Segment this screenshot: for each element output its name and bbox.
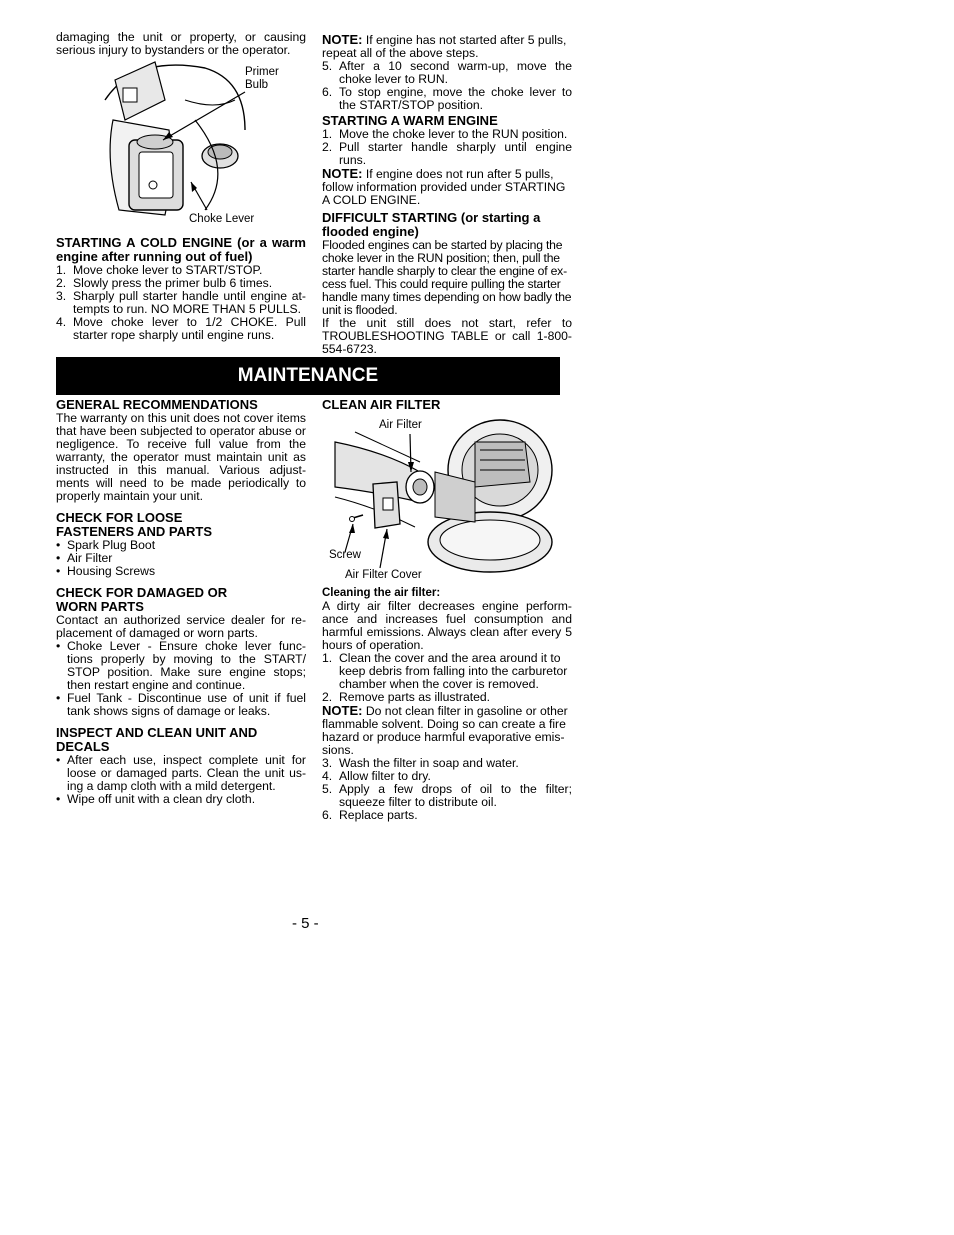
list-item: 3. Sharply pull starter handle until engine at-tempts to run. NO MORE THAN 5 PULLS. (56, 289, 306, 316)
air-filter-cover-label: Air Filter Cover (345, 569, 422, 581)
air-filter-label: Air Filter (379, 419, 422, 431)
list-item: • Choke Lever - Ensure choke lever func-tions properly by moving to the START/ STOP position. Make sure engine stops; then restart engine and continue. (56, 639, 306, 692)
cold-start-steps (56, 264, 306, 342)
left-top-column (56, 31, 306, 57)
clean-air-filter-heading: CLEAN AIR FILTER (322, 397, 441, 412)
inspect-heading: INSPECT AND CLEAN UNIT AND DECALS (56, 725, 258, 754)
general-recommendations-heading: GENERAL RECOMMENDATIONS (56, 397, 258, 412)
cleaning-steps-a (322, 652, 572, 704)
cleaning-steps-b (322, 757, 572, 822)
clean-filter-heading-wrap (322, 398, 572, 412)
steps-5-6 (322, 60, 572, 112)
list-item: 5. After a 10 second warm-up, move the choke lever to RUN. (322, 59, 572, 86)
warm-start-steps (322, 128, 572, 167)
fasteners-heading: CHECK FOR LOOSE FASTENERS AND PARTS (56, 510, 213, 539)
list-item: 2. Remove parts as illustrated. (322, 690, 491, 704)
list-item: 1. Clean the cover and the area around it to keep debris from falling into the carburetor chamber when the cover is removed. (322, 651, 568, 691)
cleaning-section (322, 587, 572, 822)
cleaning-heading: Cleaning the air filter: (322, 587, 441, 599)
left-bottom-column (56, 398, 306, 806)
choke-lever-label: Choke Lever (189, 213, 255, 225)
warm-start-heading: STARTING A WARM ENGINE (322, 113, 498, 128)
damaged-parts-heading: CHECK FOR DAMAGED OR WORN PARTS (56, 585, 228, 614)
right-top-column (322, 33, 572, 356)
maintenance-banner: MAINTENANCE (56, 357, 560, 395)
difficult-start-heading: DIFFICULT STARTING (or starting a flooded engine) (322, 210, 541, 239)
list-item: • Air Filter (56, 551, 113, 565)
cold-start-heading: STARTING A COLD ENGINE (or a warm engine after running out of fuel) (56, 235, 306, 264)
list-item: 6. Replace parts. (322, 808, 418, 822)
difficult-start-text-2: If the unit still does not start, refer to TROUBLESHOOTING TABLE or call 1-800-554-6723. (322, 316, 572, 356)
page-number: - 5 - (292, 915, 319, 932)
list-item: • Wipe off unit with a clean dry cloth. (56, 792, 256, 806)
list-item: • Spark Plug Boot (56, 538, 156, 552)
damaged-parts-list (56, 640, 306, 718)
list-item: • After each use, inspect complete unit for loose or damaged parts. Clean the unit us-ing a damp cloth with a mild detergent. (56, 753, 306, 793)
air-filter-illustration (325, 412, 555, 592)
screw-label: Screw (329, 549, 361, 561)
list-item: • Fuel Tank - Discontinue use of unit if fuel tank shows signs of damage or leaks. (56, 691, 306, 718)
fasteners-list (56, 539, 306, 578)
cleaning-text: A dirty air filter decreases engine perform-ance and increases fuel consumption and harmful emissions. Always clean after every 5 hours of operation. (322, 599, 572, 652)
list-item: 1. Move the choke lever to the RUN position. (322, 127, 568, 141)
difficult-start-text: Flooded engines can be started by placing the choke lever in the RUN position; then, pull the starter handle sharply to clear the engine of ex-cess fuel. This could require pulling the starter handle many times depending on how badly the unit is flooded. (322, 238, 572, 317)
list-item: 5. Apply a few drops of oil to the filter; squeeze filter to distribute oil. (322, 782, 572, 809)
note-3: NOTE: Do not clean filter in gasoline or other flammable solvent. Doing so can create a fire hazard or produce harmful evaporative emis-sions. (322, 703, 568, 757)
list-item: • Housing Screws (56, 564, 156, 578)
list-item: 2. Pull starter handle sharply until engine runs. (322, 140, 572, 167)
list-item: 2. Slowly press the primer bulb 6 times. (56, 276, 273, 290)
primer-bulb-label: Primer Bulb (245, 66, 279, 91)
inspect-list (56, 754, 306, 806)
list-item: 1. Move choke lever to START/STOP. (56, 263, 263, 277)
engine-choke-illustration (95, 60, 255, 220)
note-1: NOTE: If engine has not started after 5 pulls, repeat all of the above steps. (322, 32, 567, 60)
list-item: 3. Wash the filter in soap and water. (322, 756, 519, 770)
damaged-parts-text: Contact an authorized service dealer for re-placement of damaged or worn parts. (56, 613, 306, 640)
intro-text: damaging the unit or property, or causing serious injury to bystanders or the operator. (56, 30, 306, 57)
list-item: 4. Move choke lever to 1/2 CHOKE. Pull starter rope sharply until engine runs. (56, 315, 306, 342)
list-item: 6. To stop engine, move the choke lever to the START/STOP position. (322, 85, 572, 112)
list-item: 4. Allow filter to dry. (322, 769, 431, 783)
cold-start-section (56, 236, 306, 342)
general-recommendations-text: The warranty on this unit does not cover items that have been subjected to operator abuse or negligence. To receive full value from the warranty, the operator must maintain unit as instructed in this manual. Various adjust-ments will need to be made periodically to properly maintain your unit. (56, 411, 306, 503)
note-2: NOTE: If engine does not run after 5 pulls, follow information provided under STARTING A COLD ENGINE. (322, 166, 566, 207)
